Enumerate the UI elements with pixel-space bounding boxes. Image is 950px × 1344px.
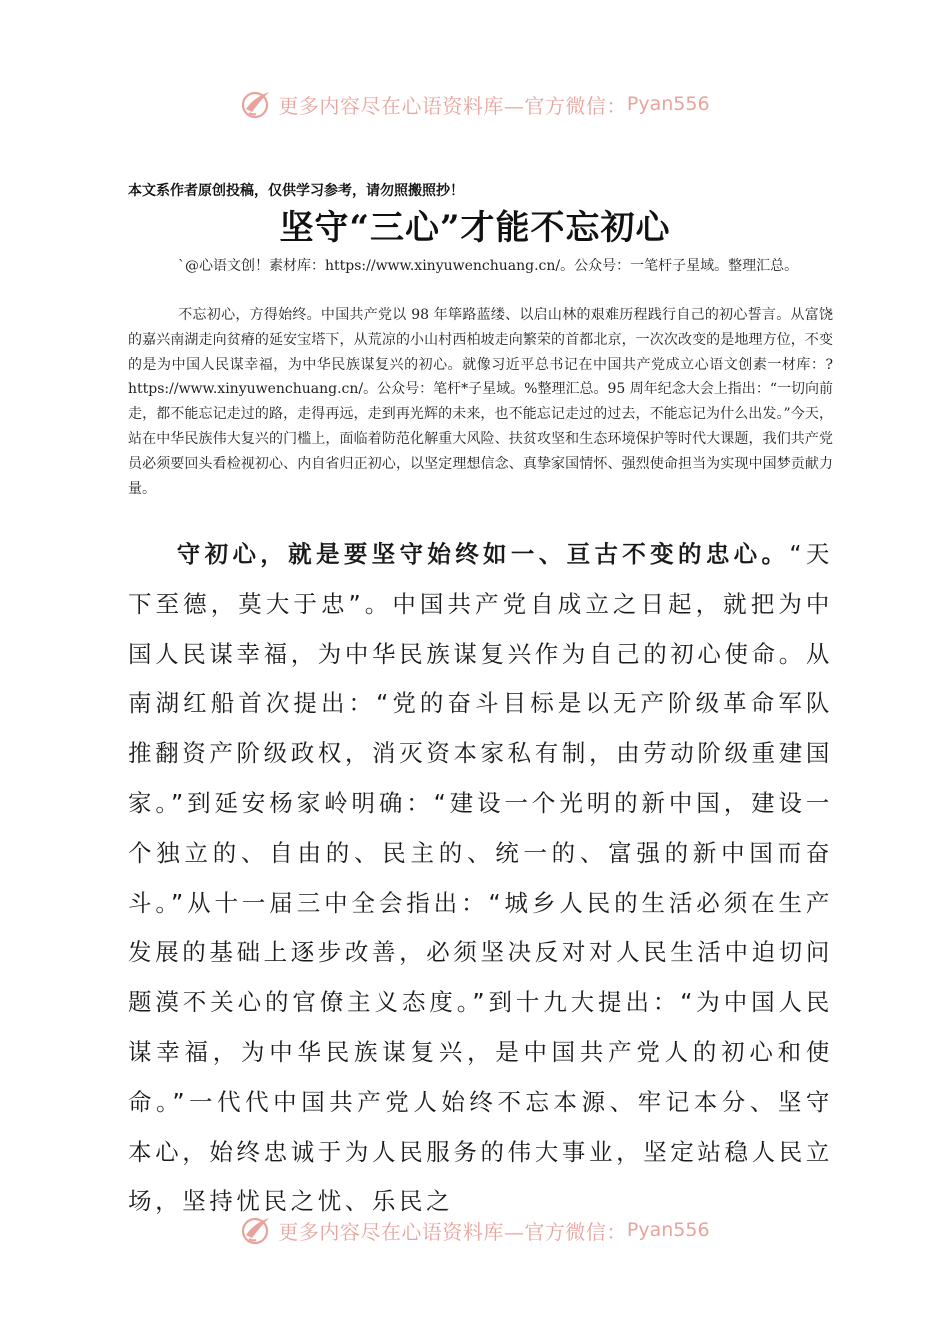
footer-banner (0, 1210, 950, 1250)
author-note: 本文系作者原创投稿，仅供学习参考，请勿照搬照抄！ (128, 183, 464, 199)
body-paragraph (128, 530, 833, 1227)
header-banner (0, 84, 950, 124)
source-line (128, 254, 833, 279)
body-lead: 守初心，就是要坚守始终如一、亘古不变的忠心。 (176, 540, 790, 568)
intro-text: 不忘初心，方得始终。中国共产党以 98 年筚路蓝缕、以启山林的艰难历程践行自己的初心誓言。从富饶的嘉兴南湖走向贫瘠的延安宝塔下，从荒凉的小山村西柏坡走向繁荣的首都北京，一次次改变的是地理方位，不变的是为中国人民谋幸福，为中华民族谋复兴的初心。就像习近平总书记在中国共产党成立心语文创素一材库：?https://www.xinyuwenchuang.cn/。公众号：笔杆*子星域。%整理汇总。95 周年纪念大会上指出：“一切向前走，都不能忘记走过的路，走得再远，走到再光辉的未来，也不能忘记走过的过去，不能忘记为什么出发。”今天，站在中华民族伟大复兴的门槛上，面临着防范化解重大风险、扶贫攻坚和生态环境保护等时代大课题，我们共产党员必须要回头看检视初心、内自省归正初心，以坚定理想信念、真挚家国情怀、强烈使命担当为实现中国梦贡献力量。 (128, 307, 833, 497)
page-title: 坚守“三心”才能不忘初心 (279, 208, 671, 248)
intro-paragraph (128, 303, 833, 501)
body-text: “天下至德，莫大于忠”。中国共产党自成立之日起，就把为中国人民谋幸福，为中华民族谋复兴作为自己的初心使命。从南湖红船首次提出：“党的奋斗目标是以无产阶级革命军队推翻资产阶级政权，消灭资本家私有制，由劳动阶级重建国家。”到延安杨家岭明确：“建设一个光明的新中国，建设一个独立的、自由的、民主的、统一的、富强的新中国而奋斗。”从十一届三中全会指出：“城乡人民的生活必须在生产发展的基础上逐步改善，必须坚决反对对人民生活中迫切问题漠不关心的官僚主义态度。”到十九大提出：“为中国人民谋幸福，为中华民族谋复兴，是中国共产党人的初心和使命。”一代代中国共产党人始终不忘本源、牢记本分、坚守本心，始终忠诚于为人民服务的伟大事业，坚定站稳人民立场，坚持忧民之忧、乐民之 (128, 540, 833, 1216)
banner-wechat-id: Pyan556 (626, 93, 710, 115)
banner-wechat-id: Pyan556 (626, 1219, 710, 1241)
banner-text: 更多内容尽在心语资料库—官方微信： (278, 1219, 627, 1244)
brush-logo-icon (240, 87, 274, 121)
source-line-text: `@心语文创！素材库：https://www.xinyuwenchuang.cn/。公众号：一笔杆子星域。整理汇总。 (178, 258, 799, 274)
brush-logo-icon (240, 1213, 274, 1247)
banner-text: 更多内容尽在心语资料库—官方微信： (278, 93, 627, 118)
